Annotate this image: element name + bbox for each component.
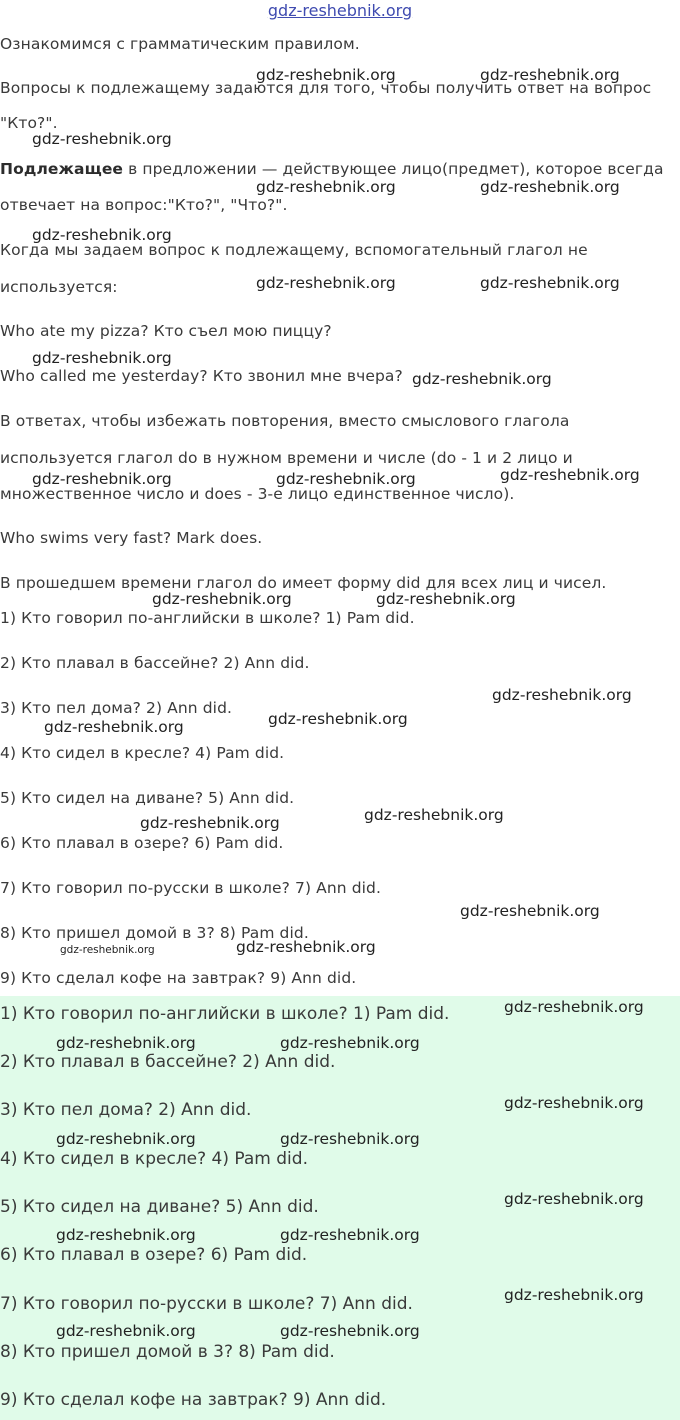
watermark: gdz-reshebnik.org: [412, 370, 552, 388]
watermark: gdz-reshebnik.org: [280, 1322, 420, 1340]
watermark: gdz-reshebnik.org: [32, 130, 172, 148]
watermark: gdz-reshebnik.org: [56, 1130, 196, 1148]
header-watermark-link[interactable]: gdz-reshebnik.org: [267, 1, 413, 20]
watermark: gdz-reshebnik.org: [56, 1226, 196, 1244]
watermark: gdz-reshebnik.org: [480, 66, 620, 84]
watermark: gdz-reshebnik.org: [236, 938, 376, 956]
list-item: 9) Кто сделал кофе на завтрак? 9) Ann did.: [0, 969, 357, 987]
watermark: gdz-reshebnik.org: [500, 466, 640, 484]
example-line: Who called me yesterday? Кто звонил мне вчера?: [0, 367, 403, 385]
watermark: gdz-reshebnik.org: [256, 178, 396, 196]
watermark: gdz-reshebnik.org: [280, 1034, 420, 1052]
watermark: gdz-reshebnik.org: [376, 590, 516, 608]
answer-line: 3) Кто пел дома? 2) Ann did.: [0, 1100, 252, 1120]
rule-paragraph-line: В прошедшем времени глагол do имеет форму did для всех лиц и чисел.: [0, 574, 607, 592]
watermark: gdz-reshebnik.org: [60, 944, 155, 956]
list-item: 4) Кто сидел в кресле? 4) Pam did.: [0, 744, 285, 762]
watermark: gdz-reshebnik.org: [32, 226, 172, 244]
watermark: gdz-reshebnik.org: [480, 274, 620, 292]
rule-paragraph-line: отвечает на вопрос:"Кто?", "Что?".: [0, 196, 288, 214]
bold-term: Подлежащее: [0, 160, 124, 178]
watermark: gdz-reshebnik.org: [140, 814, 280, 832]
rule-paragraph-line: используется глагол do в нужном времени и числе (do - 1 и 2 лицо и: [0, 449, 573, 467]
watermark: gdz-reshebnik.org: [56, 1034, 196, 1052]
watermark: gdz-reshebnik.org: [32, 349, 172, 367]
rule-paragraph-line: множественное число и does - 3-е лицо единственное число).: [0, 485, 515, 503]
watermark: gdz-reshebnik.org: [364, 806, 504, 824]
list-item: 8) Кто пришел домой в 3? 8) Pam did.: [0, 924, 309, 942]
rule-paragraph-line: В ответах, чтобы избежать повторения, вместо смыслового глагола: [0, 412, 570, 430]
rule-paragraph-line: Вопросы к подлежащему задаются для того, чтобы получить ответ на вопрос: [0, 79, 652, 97]
watermark: gdz-reshebnik.org: [276, 470, 416, 488]
watermark: gdz-reshebnik.org: [256, 66, 396, 84]
watermark: gdz-reshebnik.org: [56, 1322, 196, 1340]
answer-line: 9) Кто сделал кофе на завтрак? 9) Ann did.: [0, 1390, 387, 1410]
watermark: gdz-reshebnik.org: [504, 1094, 644, 1112]
list-item: 3) Кто пел дома? 2) Ann did.: [0, 699, 233, 717]
rule-paragraph-line: "Кто?".: [0, 114, 58, 132]
answer-line: 2) Кто плавал в бассейне? 2) Ann did.: [0, 1052, 336, 1072]
example-line: Who swims very fast? Mark does.: [0, 529, 263, 547]
watermark: gdz-reshebnik.org: [280, 1130, 420, 1148]
rule-intro: Ознакомимся с грамматическим правилом.: [0, 35, 360, 53]
watermark: gdz-reshebnik.org: [504, 1286, 644, 1304]
answer-line: 5) Кто сидел на диване? 5) Ann did.: [0, 1197, 319, 1217]
list-item: 6) Кто плавал в озере? 6) Pam did.: [0, 834, 284, 852]
answer-line: 6) Кто плавал в озере? 6) Pam did.: [0, 1245, 308, 1265]
example-line: Who ate my pizza? Кто съел мою пиццу?: [0, 322, 332, 340]
answer-box: [0, 996, 680, 1420]
watermark: gdz-reshebnik.org: [492, 686, 632, 704]
list-item: 2) Кто плавал в бассейне? 2) Ann did.: [0, 654, 310, 672]
answer-line: 8) Кто пришел домой в 3? 8) Pam did.: [0, 1342, 335, 1362]
list-item: 5) Кто сидел на диване? 5) Ann did.: [0, 789, 295, 807]
list-item: 7) Кто говорил по-русски в школе? 7) Ann did.: [0, 879, 382, 897]
watermark: gdz-reshebnik.org: [44, 718, 184, 736]
watermark: gdz-reshebnik.org: [504, 1190, 644, 1208]
answer-line: 4) Кто сидел в кресле? 4) Pam did.: [0, 1149, 308, 1169]
watermark: gdz-reshebnik.org: [152, 590, 292, 608]
watermark: gdz-reshebnik.org: [256, 274, 396, 292]
watermark: gdz-reshebnik.org: [268, 710, 408, 728]
answer-line: 1) Кто говорил по-английски в школе? 1) Pam did.: [0, 1004, 450, 1024]
rule-paragraph-line: используется:: [0, 278, 118, 296]
watermark: gdz-reshebnik.org: [32, 470, 172, 488]
list-item: 1) Кто говорил по-английски в школе? 1) Pam did.: [0, 609, 415, 627]
answer-line: 7) Кто говорил по-русски в школе? 7) Ann did.: [0, 1294, 413, 1314]
rule-definition-line: [0, 160, 664, 178]
watermark: gdz-reshebnik.org: [460, 902, 600, 920]
rule-paragraph-line: Когда мы задаем вопрос к подлежащему, вспомогательный глагол не: [0, 241, 588, 259]
watermark: gdz-reshebnik.org: [480, 178, 620, 196]
definition-text: в предложении — действующее лицо(предмет), которое всегда: [123, 160, 664, 178]
watermark: gdz-reshebnik.org: [280, 1226, 420, 1244]
watermark: gdz-reshebnik.org: [504, 998, 644, 1016]
